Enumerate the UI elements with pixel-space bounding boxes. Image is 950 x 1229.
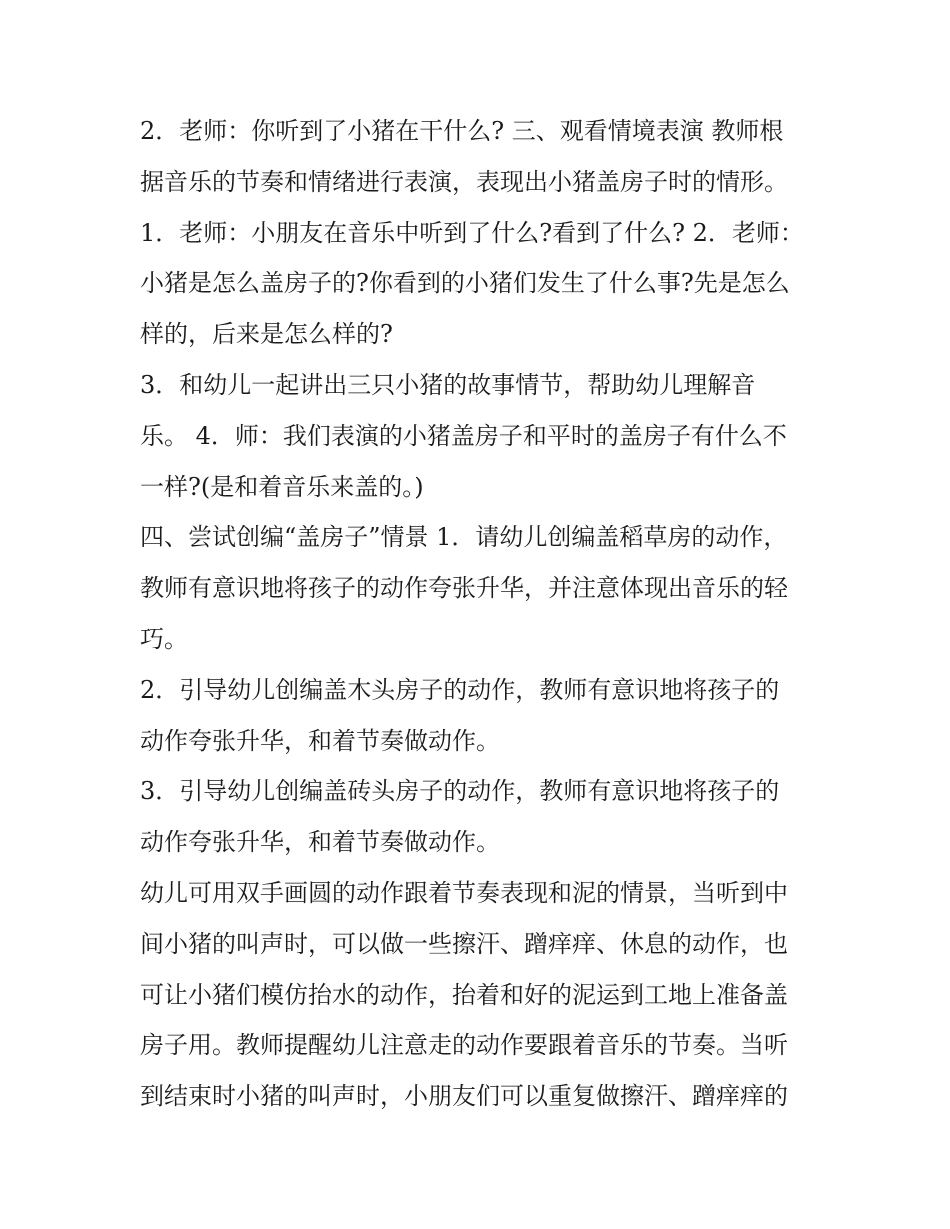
text-line: 教师有意识地将孩子的动作夸张升华，并注意体现出音乐的轻 [140, 574, 788, 603]
text-line: 一样?(是和着音乐来盖的。) [140, 472, 424, 501]
text-line: 到结束时小猪的叫声时，小朋友们可以重复做擦汗、蹭痒痒的 [140, 1082, 788, 1111]
text-line: 据音乐的节奏和情绪进行表演，表现出小猪盖房子时的情形。 [140, 167, 788, 196]
document-body [140, 106, 820, 1122]
text-line: 3．和幼儿一起讲出三只小猪的故事情节，帮助幼儿理解音 [140, 370, 756, 399]
text-line: 可让小猪们模仿抬水的动作，抬着和好的泥运到工地上准备盖 [140, 980, 788, 1009]
text-line: 2．老师：你听到了小猪在干什么? 三、观看情境表演 教师根 [140, 117, 784, 145]
text-line: 小猪是怎么盖房子的?你看到的小猪们发生了什么事?先是怎么 [140, 269, 790, 298]
text-line: 巧。 [140, 624, 188, 653]
text-line: 样的，后来是怎么样的? [140, 320, 393, 349]
text-line: 乐。 4．师：我们表演的小猪盖房子和平时的盖房子有什么不 [140, 421, 787, 450]
text-line: 幼儿可用双手画圆的动作跟着节奏表现和泥的情景，当听到中 [140, 878, 788, 907]
text-line: 2．引导幼儿创编盖木头房子的动作，教师有意识地将孩子的 [140, 675, 780, 704]
text-line: 3．引导幼儿创编盖砖头房子的动作，教师有意识地将孩子的 [140, 777, 780, 806]
text-line: 四、尝试创编“盖房子”情景 1．请幼儿创编盖稻草房的动作， [140, 523, 788, 552]
text-line: 动作夸张升华，和着节奏做动作。 [140, 828, 500, 857]
text-line: 1．老师：小朋友在音乐中听到了什么?看到了什么? 2．老师： [140, 218, 804, 247]
text-line: 动作夸张升华，和着节奏做动作。 [140, 726, 500, 755]
text-line: 房子用。教师提醒幼儿注意走的动作要跟着音乐的节奏。当听 [140, 1031, 788, 1060]
text-line: 间小猪的叫声时，可以做一些擦汗、蹭痒痒、休息的动作，也 [140, 929, 788, 958]
